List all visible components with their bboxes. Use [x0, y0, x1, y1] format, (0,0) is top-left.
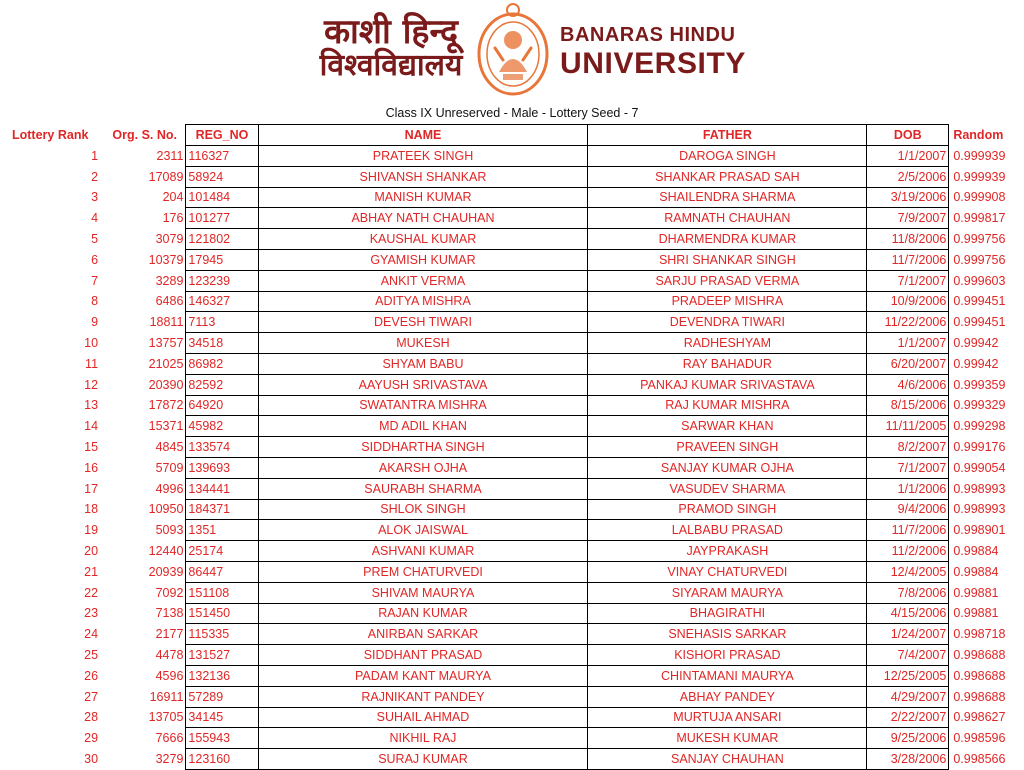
reg-no-cell: 133574 [186, 437, 258, 458]
dob-cell: 9/4/2006 [867, 499, 949, 520]
lottery-rank-cell: 15 [84, 440, 99, 455]
table-row [8, 249, 1024, 270]
dob-cell: 8/2/2007 [867, 437, 949, 458]
org-sno-cell: 204 [162, 190, 184, 205]
org-sno-cell: 7138 [155, 606, 184, 621]
father-cell: JAYPRAKASH [588, 541, 867, 562]
lottery-rank-cell: 4 [91, 211, 99, 226]
lottery-rank-cell: 26 [84, 668, 99, 683]
father-cell: RAY BAHADUR [588, 353, 867, 374]
reg-no-cell: 146327 [186, 291, 258, 312]
dob-cell: 2/22/2007 [867, 707, 949, 728]
dob-cell: 7/1/2007 [867, 270, 949, 291]
father-cell: MUKESH KUMAR [588, 728, 867, 749]
org-sno-cell: 2311 [156, 148, 184, 163]
dob-cell: 11/22/2006 [867, 312, 949, 333]
father-cell: LALBABU PRASAD [588, 520, 867, 541]
dob-cell: 4/29/2007 [867, 686, 949, 707]
name-cell: MUKESH [258, 333, 588, 354]
lottery-rank-cell: 18 [84, 502, 99, 517]
random-cell: 0.99881 [953, 585, 999, 600]
name-cell: PADAM KANT MAURYA [258, 665, 588, 686]
name-cell: SHLOK SINGH [258, 499, 588, 520]
reg-no-cell: 7113 [186, 312, 258, 333]
reg-no-cell: 86447 [186, 561, 258, 582]
university-name-hindi [306, 12, 476, 86]
name-cell: ANKIT VERMA [258, 270, 588, 291]
father-cell: SANJAY KUMAR OJHA [588, 457, 867, 478]
random-cell: 0.999451 [953, 294, 1006, 309]
random-cell: 0.99884 [953, 544, 999, 559]
lottery-rank-cell: 3 [91, 190, 99, 205]
father-cell: SARWAR KHAN [588, 416, 867, 437]
dob-cell: 4/15/2006 [867, 603, 949, 624]
lottery-rank-cell: 19 [84, 523, 99, 538]
random-cell: 0.999939 [953, 169, 1006, 184]
reg-no-cell: 121802 [186, 229, 258, 250]
lottery-rank-cell: 23 [84, 606, 99, 621]
table-row [8, 749, 1024, 770]
dob-cell: 7/8/2006 [867, 582, 949, 603]
dob-cell: 11/8/2006 [867, 229, 949, 250]
father-cell: VASUDEV SHARMA [588, 478, 867, 499]
dob-cell: 7/9/2007 [867, 208, 949, 229]
dob-cell: 6/20/2007 [867, 353, 949, 374]
random-cell: 0.999603 [953, 273, 1006, 288]
father-cell: VINAY CHATURVEDI [588, 561, 867, 582]
name-cell: MD ADIL KHAN [258, 416, 588, 437]
name-cell: SAURABH SHARMA [258, 478, 588, 499]
lottery-rank-cell: 10 [84, 336, 99, 351]
org-sno-cell: 4845 [155, 440, 184, 455]
lottery-rank-cell: 13 [84, 398, 99, 413]
name-cell: ASHVANI KUMAR [258, 541, 588, 562]
reg-no-cell: 151450 [186, 603, 258, 624]
random-cell: 0.999359 [953, 377, 1006, 392]
dob-cell: 12/4/2005 [867, 561, 949, 582]
random-cell: 0.998993 [953, 481, 1006, 496]
father-cell: SHAILENDRA SHARMA [588, 187, 867, 208]
random-cell: 0.99881 [953, 606, 999, 621]
father-cell: DAROGA SINGH [588, 146, 867, 167]
name-cell: NIKHIL RAJ [258, 728, 588, 749]
lottery-rank-cell: 2 [91, 169, 99, 184]
reg-no-cell: 34145 [186, 707, 258, 728]
lottery-rank-cell: 9 [91, 315, 99, 330]
lottery-results-table [8, 124, 1024, 770]
org-sno-cell: 16911 [149, 689, 184, 704]
lottery-rank-cell: 1 [91, 148, 99, 163]
dob-cell: 11/2/2006 [867, 541, 949, 562]
university-emblem-icon [473, 2, 553, 98]
father-cell: ABHAY PANDEY [588, 686, 867, 707]
father-cell: RAMNATH CHAUHAN [588, 208, 867, 229]
org-sno-cell: 13757 [148, 336, 184, 351]
org-sno-cell: 13705 [148, 710, 184, 725]
university-name-english [560, 24, 746, 81]
lottery-rank-cell: 27 [84, 689, 99, 704]
name-cell: AKARSH OJHA [258, 457, 588, 478]
hindi-name-line2: विश्वविद्यालय [319, 48, 463, 83]
name-cell: SHYAM BABU [258, 353, 588, 374]
reg-no-cell: 17945 [186, 249, 258, 270]
name-cell: SIDDHANT PRASAD [258, 645, 588, 666]
father-cell: PRAVEEN SINGH [588, 437, 867, 458]
table-row [8, 353, 1024, 374]
random-cell: 0.998688 [953, 668, 1006, 683]
table-row [8, 333, 1024, 354]
reg-no-cell: 101277 [186, 208, 258, 229]
random-cell: 0.999176 [953, 440, 1006, 455]
org-sno-cell: 6486 [155, 294, 184, 309]
name-cell: DEVESH TIWARI [258, 312, 588, 333]
father-cell: PANKAJ KUMAR SRIVASTAVA [588, 374, 867, 395]
reg-no-cell: 134441 [186, 478, 258, 499]
dob-cell: 11/7/2006 [867, 249, 949, 270]
col-header-name: NAME [258, 125, 588, 146]
name-cell: SWATANTRA MISHRA [258, 395, 588, 416]
org-sno-cell: 5093 [155, 523, 184, 538]
org-sno-cell: 2177 [155, 627, 184, 642]
org-sno-cell: 17872 [148, 398, 184, 413]
name-cell: MANISH KUMAR [258, 187, 588, 208]
table-row [8, 457, 1024, 478]
dob-cell: 1/1/2007 [867, 333, 949, 354]
table-row [8, 728, 1024, 749]
table-row [8, 374, 1024, 395]
father-cell: CHINTAMANI MAURYA [588, 665, 867, 686]
name-cell: ADITYA MISHRA [258, 291, 588, 312]
random-cell: 0.999817 [953, 211, 1006, 226]
english-name-line2: UNIVERSITY [560, 47, 747, 80]
father-cell: DHARMENDRA KUMAR [588, 229, 867, 250]
lottery-rank-cell: 7 [91, 273, 99, 288]
lottery-rank-cell: 24 [84, 627, 99, 642]
random-cell: 0.998566 [953, 752, 1006, 766]
random-cell: 0.998688 [953, 689, 1006, 704]
table-row [8, 187, 1024, 208]
random-cell: 0.99942 [953, 336, 999, 351]
name-cell: ANIRBAN SARKAR [258, 624, 588, 645]
hindi-name-line1: काशी हिन्दू [323, 12, 459, 52]
name-cell: GYAMISH KUMAR [258, 249, 588, 270]
org-sno-cell: 10379 [148, 252, 184, 267]
english-name-line1: BANARAS HINDU [560, 24, 736, 46]
name-cell: AAYUSH SRIVASTAVA [258, 374, 588, 395]
reg-no-cell: 131527 [186, 645, 258, 666]
random-cell: 0.998993 [953, 502, 1006, 517]
col-header-lottery-rank: Lottery Rank [12, 128, 89, 142]
org-sno-cell: 17089 [148, 169, 184, 184]
dob-cell: 1/24/2007 [867, 624, 949, 645]
lottery-rank-cell: 29 [84, 731, 99, 746]
father-cell: SIYARAM MAURYA [588, 582, 867, 603]
random-cell: 0.999939 [953, 148, 1006, 163]
random-cell: 0.99942 [953, 356, 999, 371]
lottery-rank-cell: 16 [84, 460, 99, 475]
lottery-rank-cell: 6 [91, 252, 99, 267]
random-cell: 0.998718 [953, 627, 1006, 642]
random-cell: 0.999451 [953, 315, 1006, 330]
org-sno-cell: 3079 [155, 232, 184, 247]
dob-cell: 9/25/2006 [867, 728, 949, 749]
org-sno-cell: 4596 [155, 668, 184, 683]
lottery-rank-cell: 25 [84, 648, 99, 663]
org-sno-cell: 21025 [148, 356, 184, 371]
father-cell: BHAGIRATHI [588, 603, 867, 624]
dob-cell: 3/19/2006 [867, 187, 949, 208]
col-header-father: FATHER [588, 125, 867, 146]
table-row [8, 291, 1024, 312]
org-sno-cell: 5709 [155, 460, 184, 475]
dob-cell: 7/4/2007 [867, 645, 949, 666]
table-row [8, 603, 1024, 624]
name-cell: SIDDHARTHA SINGH [258, 437, 588, 458]
table-row [8, 270, 1024, 291]
table-row [8, 146, 1024, 167]
table-row [8, 541, 1024, 562]
father-cell: MURTUJA ANSARI [588, 707, 867, 728]
dob-cell: 2/5/2006 [867, 166, 949, 187]
reg-no-cell: 64920 [186, 395, 258, 416]
table-row [8, 645, 1024, 666]
dob-cell: 11/11/2005 [867, 416, 949, 437]
name-cell: PREM CHATURVEDI [258, 561, 588, 582]
random-cell: 0.999329 [953, 398, 1006, 413]
lottery-rank-cell: 8 [91, 294, 99, 309]
reg-no-cell: 86982 [186, 353, 258, 374]
reg-no-cell: 123160 [186, 749, 258, 770]
name-cell: PRATEEK SINGH [258, 146, 588, 167]
col-header-reg-no: REG_NO [186, 125, 258, 146]
table-row [8, 166, 1024, 187]
table-row [8, 624, 1024, 645]
reg-no-cell: 184371 [186, 499, 258, 520]
random-cell: 0.998627 [953, 710, 1006, 725]
father-cell: SNEHASIS SARKAR [588, 624, 867, 645]
name-cell: SUHAIL AHMAD [258, 707, 588, 728]
org-sno-cell: 18811 [149, 315, 184, 330]
father-cell: SHANKAR PRASAD SAH [588, 166, 867, 187]
name-cell: KAUSHAL KUMAR [258, 229, 588, 250]
table-row [8, 665, 1024, 686]
table-row [8, 416, 1024, 437]
name-cell: ALOK JAISWAL [258, 520, 588, 541]
dob-cell: 11/7/2006 [867, 520, 949, 541]
father-cell: SHRI SHANKAR SINGH [588, 249, 867, 270]
org-sno-cell: 7092 [155, 585, 184, 600]
father-cell: RAJ KUMAR MISHRA [588, 395, 867, 416]
random-cell: 0.998596 [953, 731, 1006, 746]
random-cell: 0.998688 [953, 648, 1006, 663]
lottery-rank-cell: 20 [84, 544, 99, 559]
reg-no-cell: 25174 [186, 541, 258, 562]
dob-cell: 1/1/2006 [867, 478, 949, 499]
reg-no-cell: 116327 [186, 146, 258, 167]
org-sno-cell: 20390 [148, 377, 184, 392]
org-sno-cell: 10950 [148, 502, 184, 517]
dob-cell: 3/28/2006 [867, 749, 949, 770]
reg-no-cell: 1351 [186, 520, 258, 541]
table-row [8, 312, 1024, 333]
name-cell: ABHAY NATH CHAUHAN [258, 208, 588, 229]
table-row [8, 478, 1024, 499]
table-body [8, 146, 1024, 770]
org-sno-cell: 3279 [155, 752, 184, 766]
reg-no-cell: 58924 [186, 166, 258, 187]
lottery-rank-cell: 12 [84, 377, 99, 392]
lottery-rank-cell: 30 [84, 752, 99, 766]
col-header-dob: DOB [867, 125, 949, 146]
father-cell: PRADEEP MISHRA [588, 291, 867, 312]
dob-cell: 1/1/2007 [867, 146, 949, 167]
table-row [8, 561, 1024, 582]
reg-no-cell: 155943 [186, 728, 258, 749]
table-row [8, 208, 1024, 229]
university-header [0, 0, 1024, 104]
random-cell: 0.998901 [953, 523, 1006, 538]
org-sno-cell: 15371 [148, 419, 184, 434]
table-row [8, 582, 1024, 603]
dob-cell: 8/15/2006 [867, 395, 949, 416]
reg-no-cell: 115335 [186, 624, 258, 645]
reg-no-cell: 82592 [186, 374, 258, 395]
org-sno-cell: 3289 [155, 273, 184, 288]
father-cell: DEVENDRA TIWARI [588, 312, 867, 333]
reg-no-cell: 34518 [186, 333, 258, 354]
reg-no-cell: 151108 [186, 582, 258, 603]
father-cell: SARJU PRASAD VERMA [588, 270, 867, 291]
org-sno-cell: 4478 [155, 648, 184, 663]
reg-no-cell: 57289 [186, 686, 258, 707]
lottery-rank-cell: 22 [84, 585, 99, 600]
father-cell: SANJAY CHAUHAN [588, 749, 867, 770]
name-cell: SHIVAM MAURYA [258, 582, 588, 603]
lottery-rank-cell: 28 [84, 710, 99, 725]
name-cell: SHIVANSH SHANKAR [258, 166, 588, 187]
lottery-rank-cell: 5 [91, 232, 99, 247]
reg-no-cell: 45982 [186, 416, 258, 437]
random-cell: 0.999756 [953, 232, 1006, 247]
reg-no-cell: 123239 [186, 270, 258, 291]
col-header-random: Random [953, 128, 1004, 142]
lottery-rank-cell: 11 [85, 356, 99, 371]
reg-no-cell: 101484 [186, 187, 258, 208]
org-sno-cell: 12440 [148, 544, 184, 559]
random-cell: 0.999054 [953, 460, 1006, 475]
table-header-row [8, 125, 1024, 146]
org-sno-cell: 20939 [148, 564, 184, 579]
random-cell: 0.999756 [953, 252, 1006, 267]
dob-cell: 7/1/2007 [867, 457, 949, 478]
name-cell: SURAJ KUMAR [258, 749, 588, 770]
org-sno-cell: 4996 [155, 481, 184, 496]
name-cell: RAJAN KUMAR [258, 603, 588, 624]
random-cell: 0.999298 [953, 419, 1006, 434]
random-cell: 0.99884 [953, 564, 999, 579]
father-cell: KISHORI PRASAD [588, 645, 867, 666]
reg-no-cell: 139693 [186, 457, 258, 478]
dob-cell: 12/25/2005 [867, 665, 949, 686]
table-row [8, 229, 1024, 250]
father-cell: RADHESHYAM [588, 333, 867, 354]
dob-cell: 4/6/2006 [867, 374, 949, 395]
org-sno-cell: 176 [162, 211, 184, 226]
lottery-rank-cell: 21 [84, 564, 99, 579]
org-sno-cell: 7666 [155, 731, 184, 746]
dob-cell: 10/9/2006 [867, 291, 949, 312]
lottery-rank-cell: 14 [84, 419, 99, 434]
reg-no-cell: 132136 [186, 665, 258, 686]
table-row [8, 437, 1024, 458]
table-row [8, 499, 1024, 520]
lottery-rank-cell: 17 [84, 481, 99, 496]
table-row [8, 707, 1024, 728]
father-cell: PRAMOD SINGH [588, 499, 867, 520]
table-row [8, 686, 1024, 707]
random-cell: 0.999908 [953, 190, 1006, 205]
list-subtitle: Class IX Unreserved - Male - Lottery Seed - 7 [385, 106, 639, 120]
name-cell: RAJNIKANT PANDEY [258, 686, 588, 707]
table-row [8, 395, 1024, 416]
col-header-org-sno: Org. S. No. [112, 128, 178, 142]
table-row [8, 520, 1024, 541]
